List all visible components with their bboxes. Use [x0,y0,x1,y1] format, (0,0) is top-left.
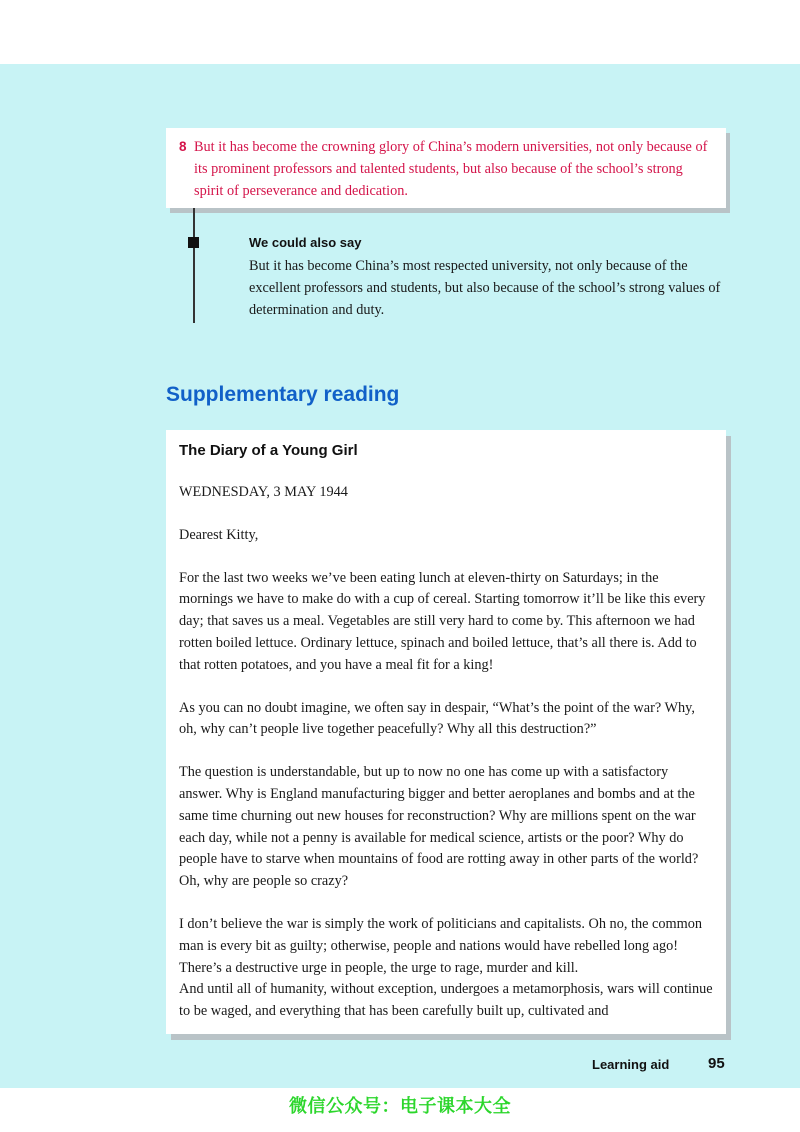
diary-date: WEDNESDAY, 3 MAY 1944 [179,484,348,500]
sentence-number: 8 [179,139,187,154]
sentence-card [166,128,726,208]
diary-greeting: Dearest Kitty, [179,526,259,543]
diary-paragraph: As you can no doubt imagine, we often say in despair, “What’s the point of the war? Why, oh, why can’t people live together peacefully? Why all this destruction?” [179,699,695,738]
diary-paragraph: I don’t believe the war is simply the work of politicians and capitalists. Oh no, the common man is every bit as guilty; otherwise, people and nations would have rebelled long ago! There’s a destructive urge in people, the urge to rage, murder and kill. [179,915,703,976]
diary-paragraph: The question is understandable, but up to now no one has come up with a satisfactory answer. Why is England manufacturing bigger and better aeroplanes and bombs and at the same time churning out new houses for reconstruction? Why are millions spent on the war each day, while not a penny is available for medical science, artists or the poor? Why do people have to starve when mountains of food are rotting away in other parts of the world? Oh, why are people so crazy? [179,764,699,890]
reading-title: The Diary of a Young Girl [179,442,358,459]
sentence-text: But it has become the crowning glory of China’s modern universities, not only because of its prominent professors and talented students, but also because of the school’s strong spirit of perseverance and dedication. [194,139,708,199]
connector-line [193,208,195,323]
diary-paragraph: And until all of humanity, without exception, undergoes a metamorphosis, wars will continue to be waged, and everything that has been carefully built up, cultivated and [179,981,713,1020]
reading-box [166,430,726,1034]
watermark-text: 微信公众号：电子课本大全 [289,1096,511,1117]
top-margin [0,0,800,64]
diary-paragraph: For the last two weeks we’ve been eating lunch at eleven-thirty on Saturdays; in the mornings we have to make do with a cup of cereal. Starting tomorrow it’ll be like this every day; that saves us a meal. Vegetables are still very hard to come by. This afternoon we had rotten boiled lettuce. Ordinary lettuce, spinach and boiled lettuce, that’s all there is. Add to that rotten potatoes, and you have a meal fit for a king! [179,569,706,673]
footer-label: Learning aid [592,1057,670,1072]
alternative-text: But it has become China’s most respected university, not only because of the excellent professors and students, but also because of the school’s strong values of determination and duty. [249,258,721,318]
section-heading: Supplementary reading [166,383,400,406]
square-bullet-icon [188,237,199,248]
alternative-heading: We could also say [249,235,362,250]
page-number: 95 [708,1055,725,1072]
